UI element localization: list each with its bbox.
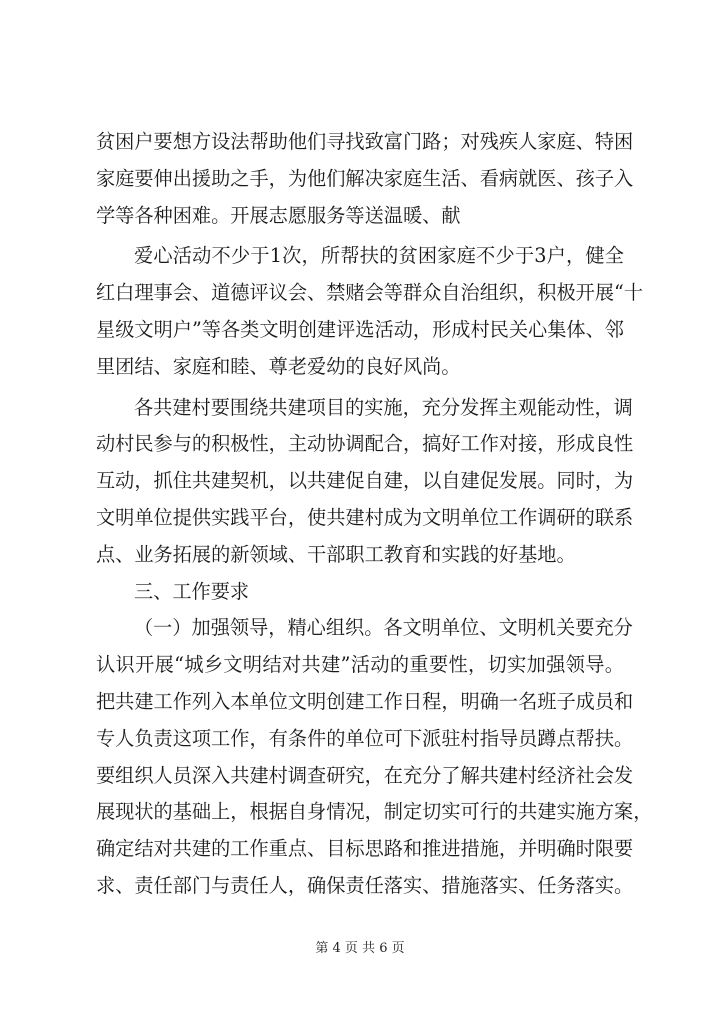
text-line: 爱心活动不少于1次，所帮扶的贫困家庭不少于3户，健全 <box>134 244 624 268</box>
section-heading: 三、工作要求 <box>134 579 250 603</box>
text-line: 认识开展“城乡文明结对共建”活动的重要性，切实加强领导。 <box>96 653 624 677</box>
paragraph-2 <box>96 238 644 385</box>
text-line: 文明单位提供实践平台，使共建村成为文明单位工作调研的联系 <box>96 505 634 529</box>
text-line: 里团结、家庭和睦、尊老爱幼的良好风尚。 <box>96 354 461 378</box>
paragraph-1 <box>96 124 634 234</box>
text-line: 各共建村要围绕共建项目的实施，充分发挥主观能动性，调 <box>134 395 633 419</box>
text-line: 确定结对共建的工作重点、目标思路和推进措施，并明确时限要 <box>96 837 634 861</box>
text-line: 动村民参与的积极性，主动协调配合，搞好工作对接，形成良性 <box>96 432 634 456</box>
text-line: 把共建工作列入本单位文明创建工作日程，明确一名班子成员和 <box>96 689 634 713</box>
text-line: 家庭要伸出援助之手，为他们解决家庭生活、看病就医、孩子入 <box>96 166 634 190</box>
text-line: 星级文明户”等各类文明创建评选活动，形成村民关心集体、邻 <box>96 317 624 341</box>
text-line: 红白理事会、道德评议会、禁赌会等群众自治组织，积极开展“十 <box>96 281 644 305</box>
text-line: 学等各种困难。开展志愿服务等送温暖、献 <box>96 203 461 227</box>
paragraph-4 <box>96 610 653 904</box>
text-line: 贫困户要想方设法帮助他们寻找致富门路；对残疾人家庭、特困 <box>96 130 634 153</box>
text-line: 点、业务拓展的新领域、干部职工教育和实践的好基地。 <box>96 542 576 566</box>
text-line: 求、责任部门与责任人，确保责任落实、措施落实、任务落实。 <box>96 873 634 897</box>
text-line: 专人负责这项工作，有条件的单位可下派驻村指导员蹲点帮扶。 <box>96 726 634 750</box>
text-line: （一）加强领导，精心组织。各文明单位、文明机关要充分 <box>134 616 633 640</box>
paragraph-3 <box>96 390 634 574</box>
text-line: 要组织人员深入共建村调查研究，在充分了解共建村经济社会发 <box>96 763 634 787</box>
page-number-footer: 第 4 页 共 6 页 <box>315 941 405 956</box>
document-body <box>96 124 653 905</box>
text-line: 互动，抓住共建契机，以共建促自建，以自建促发展。同时，为 <box>96 469 634 493</box>
text-line: 展现状的基础上，根据自身情况，制定切实可行的共建实施方案， <box>96 800 653 824</box>
